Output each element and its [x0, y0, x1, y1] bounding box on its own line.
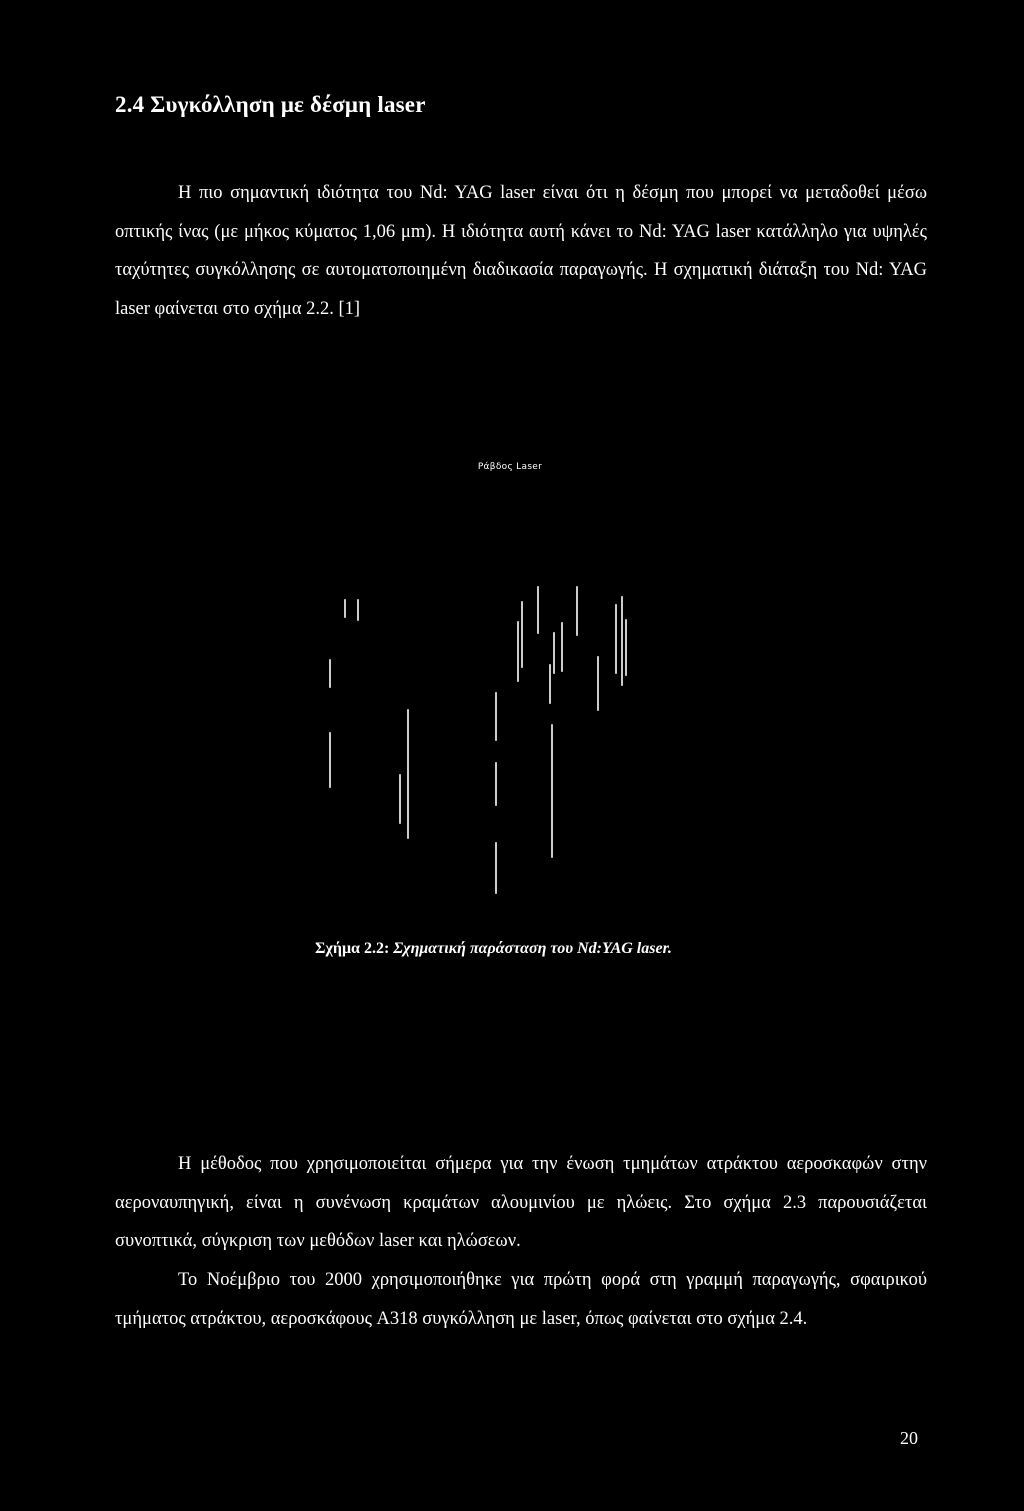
page-number: 20	[900, 1428, 918, 1448]
intro-paragraph: Η πιο σημαντική ιδιότητα του Nd: YAG laser είναι ότι η δέσμη που μπορεί να μεταδοθεί μέσω οπτικής ίνας (με μήκος κύματος 1,06 μm). Η ιδιότητα αυτή κάνει το Nd: YAG laser κατάλληλο για υψηλές ταχύτητες συγκόλλησης σε αυτοματοποιημένη διαδικασία παραγωγής. Η σχηματική διάταξη του Nd: YAG laser φαίνεται στο σχήμα 2.2. [1]	[115, 183, 927, 319]
nd-yag-laser-diagram	[300, 575, 660, 905]
laser-rod-label: Ράβδος Laser	[477, 462, 543, 472]
figure-caption-lead: Σχήμα 2.2:	[315, 940, 390, 957]
figure-caption-text: Σχηματική παράσταση του Nd:YAG laser.	[393, 940, 672, 957]
method-paragraph: Η μέθοδος που χρησιμοποιείται σήμερα για την ένωση τμημάτων ατράκτου αεροσκαφών στην αεροναυπηγική, είναι η συνένωση κραμάτων αλουμινίου με ηλώεις. Στο σχήμα 2.3 παρουσιάζεται συνοπτικά, σύγκριση των μεθόδων laser και ηλώσεων.	[115, 1154, 927, 1251]
figure-caption	[315, 940, 715, 958]
a318-paragraph: Το Νοέμβριο του 2000 χρησιμοποιήθηκε για πρώτη φορά στη γραμμή παραγωγής, σφαιρικού τμήματος ατράκτου, αεροσκάφους A318 συγκόλληση με laser, όπως φαίνεται στο σχήμα 2.4.	[115, 1270, 927, 1329]
section-heading: 2.4 Συγκόλληση με δέσμη laser	[115, 92, 426, 117]
